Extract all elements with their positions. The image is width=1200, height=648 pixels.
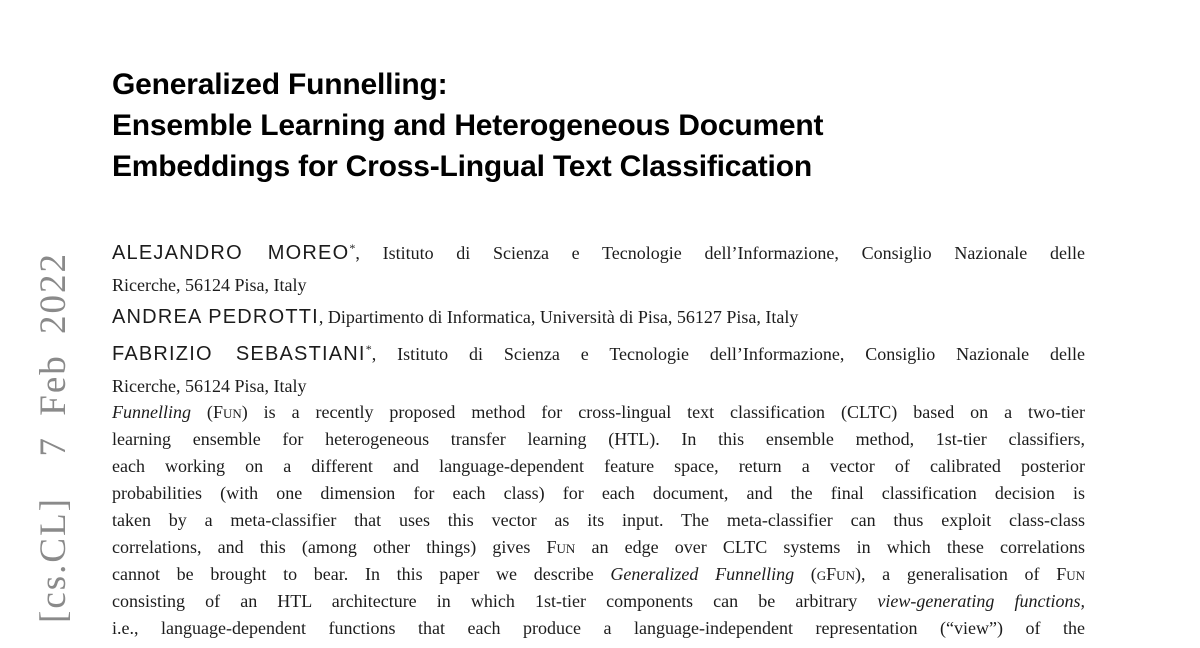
- author-block: [112, 232, 1085, 402]
- title-line-3: Embeddings for Cross-Lingual Text Classification: [112, 150, 812, 183]
- text-line: probabilities (with one dimension for each class) for each document, and the final classification decision is: [112, 483, 1085, 503]
- text-line: Ricerche, 56124 Pisa, Italy: [112, 376, 307, 396]
- text-line: consisting of an HTL architecture in which 1st-tier components can be arbitrary view-generating functions,: [112, 591, 1085, 611]
- title-line-1: Generalized Funnelling:: [112, 68, 448, 101]
- text-line: ALEJANDRO MOREO*, Istituto di Scienza e Tecnologie dell’Informazione, Consiglio Nazionale delle: [112, 241, 1085, 264]
- text-line: Ricerche, 56124 Pisa, Italy: [112, 275, 307, 295]
- arxiv-category-date-banner: [cs.CL] 7 Feb 2022: [33, 252, 74, 623]
- text-line: each working on a different and language-dependent feature space, return a vector of calibrated posterior: [112, 456, 1085, 476]
- abstract-text: [112, 399, 1085, 642]
- text-line: cannot be brought to bear. In this paper we describe Generalized Funnelling (gFun), a generalisation of Fun: [112, 564, 1086, 584]
- paper-title: [112, 64, 1092, 187]
- title-line-2: Ensemble Learning and Heterogeneous Document: [112, 109, 824, 142]
- text-line: i.e., language-dependent functions that each produce a language-independent representation (“view”) of the: [112, 618, 1085, 638]
- text-line: correlations, and this (among other things) gives Fun an edge over CLTC systems in which these correlations: [112, 537, 1085, 557]
- text-line: ANDREA PEDROTTI, Dipartimento di Informatica, Università di Pisa, 56127 Pisa, Italy: [112, 306, 799, 328]
- text-line: learning ensemble for heterogeneous transfer learning (HTL). In this ensemble method, 1st-tier classifiers,: [112, 429, 1085, 449]
- text-line: taken by a meta-classifier that uses this vector as its input. The meta-classifier can thus exploit class-class: [112, 510, 1085, 530]
- text-line: Funnelling (Fun) is a recently proposed method for cross-lingual text classification (CLTC) based on a two-tier: [112, 402, 1085, 422]
- text-line: FABRIZIO SEBASTIANI*, Istituto di Scienza e Tecnologie dell’Informazione, Consiglio Nazionale delle: [112, 342, 1086, 365]
